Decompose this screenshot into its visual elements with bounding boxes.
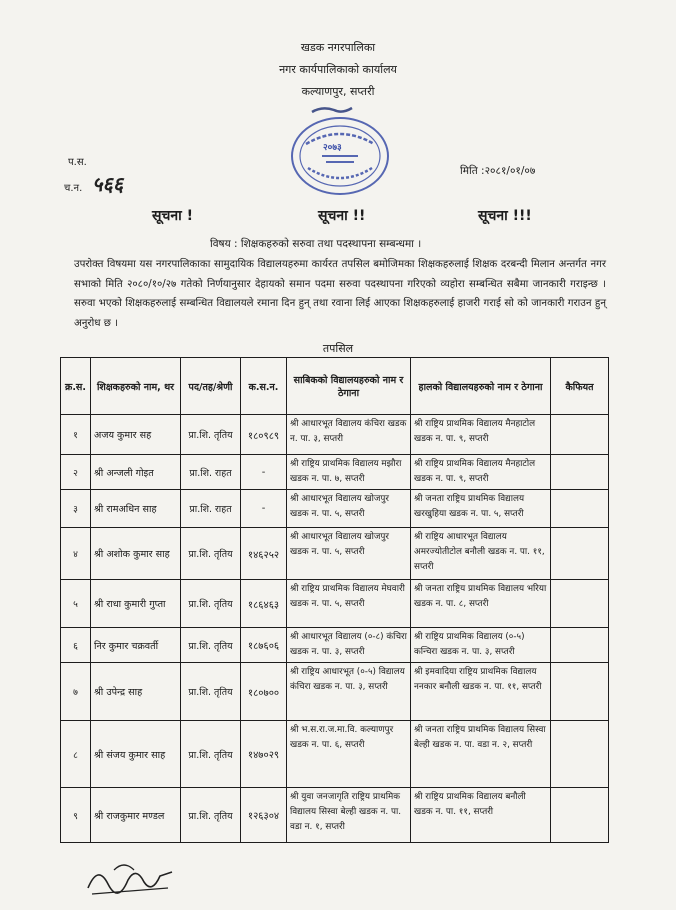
row-post: प्रा.शि. तृतिय — [181, 663, 241, 721]
col-current-school: हालको विद्यालयहरुको नाम र ठेगाना — [411, 358, 551, 415]
row-current-school: श्री राष्ट्रिय प्राथमिक विद्यालय मैनहाटोल खडक न. पा. ९, सप्तरी — [411, 415, 551, 455]
row-code: १८०९८९ — [241, 415, 287, 455]
table-row — [61, 721, 609, 788]
row-current-school: श्री राष्ट्रिय प्राथमिक विद्यालय (०-५) कन्चिरा खडक न. पा. ३, सप्तरी — [411, 628, 551, 663]
table-header-row — [61, 358, 609, 415]
row-remarks — [551, 490, 609, 528]
dispatch-number: ५६६ — [92, 172, 124, 196]
row-current-school: श्री राष्ट्रिय प्राथमिक विद्यालय बनौली खडक न. पा. ११, सप्तरी — [411, 788, 551, 843]
row-serial: ८ — [61, 721, 91, 788]
notice-heading-3: सूचना !!! — [478, 208, 532, 224]
table-row — [61, 528, 609, 580]
row-remarks — [551, 628, 609, 663]
table-row — [61, 580, 609, 628]
row-previous-school: श्री राष्ट्रिय प्राथमिक विद्यालय मझौरा खडक न. पा. ७, सप्तरी — [287, 455, 411, 490]
subject-line: विषय : शिक्षकहरुको सरुवा तथा पदस्थापना सम्बन्धमा । — [210, 238, 422, 250]
table-title: तपसिल — [322, 342, 354, 355]
row-code: - — [241, 490, 287, 528]
row-serial: १ — [61, 415, 91, 455]
row-serial: ३ — [61, 490, 91, 528]
row-code: १२६३०४ — [241, 788, 287, 843]
row-current-school: श्री इमवादिया राष्ट्रिय प्राथमिक विद्यालय ननकार बनौली खडक न. पा. ११, सप्तरी — [411, 663, 551, 721]
row-post: प्रा.शि. तृतिय — [181, 721, 241, 788]
office-subtitle: नगर कार्यपालिकाको कार्यालय — [279, 63, 397, 76]
table-row — [61, 415, 609, 455]
table-row — [61, 628, 609, 663]
row-teacher-name: श्री संजय कुमार साह — [91, 721, 181, 788]
row-serial: ६ — [61, 628, 91, 663]
row-remarks — [551, 455, 609, 490]
row-post: प्रा.शि. तृतिय — [181, 788, 241, 843]
row-previous-school: श्री भ.स.रा.ज.मा.वि. कल्याणपुर खडक न. पा. ६, सप्तरी — [287, 721, 411, 788]
col-post: पद/तह/श्रेणी — [181, 358, 241, 415]
col-code: क.स.न. — [241, 358, 287, 415]
row-previous-school: श्री आधारभूत विद्यालय कंचिरा खडक न. पा. ३, सप्तरी — [287, 415, 411, 455]
row-serial: २ — [61, 455, 91, 490]
row-current-school: श्री जनता राष्ट्रिय प्राथमिक विद्यालय खरखुहिया खडक न. पा. ५, सप्तरी — [411, 490, 551, 528]
notice-heading-1: सूचना ! — [152, 208, 194, 224]
row-previous-school: श्री राष्ट्रिय प्राथमिक विद्यालय मेघवारी खडक न. पा. ५, सप्तरी — [287, 580, 411, 628]
table-row — [61, 663, 609, 721]
row-current-school: श्री जनता राष्ट्रिय प्राथमिक विद्यालय भरिया खडक न. पा. ८, सप्तरी — [411, 580, 551, 628]
row-remarks — [551, 788, 609, 843]
reference-label: प.स. — [68, 157, 87, 168]
table-row — [61, 788, 609, 843]
row-post: प्रा.शि. राहत — [181, 490, 241, 528]
row-post: प्रा.शि. तृतिय — [181, 528, 241, 580]
transfer-table — [60, 357, 609, 843]
row-serial: ४ — [61, 528, 91, 580]
row-serial: ७ — [61, 663, 91, 721]
row-code: १८०७०० — [241, 663, 287, 721]
row-code: - — [241, 455, 287, 490]
office-address: कल्याणपुर, सप्तरी — [301, 85, 375, 98]
row-post: प्रा.शि. राहत — [181, 455, 241, 490]
row-teacher-name: श्री उपेन्द्र साह — [91, 663, 181, 721]
table-row — [61, 455, 609, 490]
notice-body: उपरोक्त विषयमा यस नगरपालिकाका सामुदायिक विद्यालयहरुमा कार्यरत तपसिल बमोजिमका शिक्षकहरुलाई शिक्षक दरबन्दी मिलान अन्तर्गत नगर सभाको मिति २०८०/१०/२७ गतेको निर्णयानुसार देहायको समान पदमा सरुवा पदस्थापना गरिएको व्यहोरा सम्बन्धित सबैमा जानकारी गराइन्छ । सरुवा भएको शिक्षकहरुलाई सम्बन्धित विद्यालयले रमाना दिन हुन् तथा रवाना लिई आएका शिक्षकहरुलाई हाजरी गराई सो को जानकारी गराउन हुन् अनुरोध छ । — [74, 259, 606, 329]
issue-date: मिति :२०८१/०१/०७ — [460, 165, 536, 177]
row-post: प्रा.शि. तृतिय — [181, 580, 241, 628]
col-remarks: कैफियत — [551, 358, 609, 415]
row-code: १८६४६३ — [241, 580, 287, 628]
row-teacher-name: श्री राधा कुमारी गुप्ता — [91, 580, 181, 628]
row-previous-school: श्री राष्ट्रिय आधारभूत (०-५) विद्यालय कंचिरा खडक न. पा. ३, सप्तरी — [287, 663, 411, 721]
row-code: १८७६०६ — [241, 628, 287, 663]
office-name: खडक नगरपालिका — [300, 41, 376, 54]
dispatch-label: च.न. — [64, 183, 83, 194]
col-previous-school: साबिकको विद्यालयहरुको नाम र ठेगाना — [287, 358, 411, 415]
row-remarks — [551, 528, 609, 580]
notice-heading-2: सूचना !! — [318, 208, 366, 224]
row-teacher-name: श्री अशोक कुमार साह — [91, 528, 181, 580]
row-remarks — [551, 415, 609, 455]
row-teacher-name: श्री रामअधिन साह — [91, 490, 181, 528]
row-post: प्रा.शि. तृतिय — [181, 628, 241, 663]
row-previous-school: श्री आधारभूत विद्यालय खोजपुर खडक न. पा. ५, सप्तरी — [287, 528, 411, 580]
row-serial: ९ — [61, 788, 91, 843]
signature — [84, 858, 176, 902]
row-code: १४६२५२ — [241, 528, 287, 580]
row-teacher-name: श्री अन्जली गोइत — [91, 455, 181, 490]
row-teacher-name: निर कुमार चक्रवर्ती — [91, 628, 181, 663]
row-remarks — [551, 721, 609, 788]
row-remarks — [551, 580, 609, 628]
row-teacher-name: अजय कुमार सह — [91, 415, 181, 455]
row-previous-school: श्री युवा जनजागृति राष्ट्रिय प्राथमिक विद्यालय सिस्वा बेल्ही खडक न. पा. वडा न. १, सप्तरी — [287, 788, 411, 843]
row-current-school: श्री राष्ट्रिय आधारभूत विद्यालय अमरज्योतीटोल बनौली खडक न. पा. ११, सप्तरी — [411, 528, 551, 580]
row-current-school: श्री राष्ट्रिय प्राथमिक विद्यालय मैनहाटोल खडक न. पा. ९, सप्तरी — [411, 455, 551, 490]
stamp-year: २०७३ — [323, 143, 342, 153]
col-sn: क्र.स. — [61, 358, 91, 415]
row-remarks — [551, 663, 609, 721]
row-previous-school: श्री आधारभूत विद्यालय (०-८) कंचिरा खडक न. पा. ३, सप्तरी — [287, 628, 411, 663]
row-post: प्रा.शि. तृतिय — [181, 415, 241, 455]
row-current-school: श्री जनता राष्ट्रिय प्राथमिक विद्यालय सिस्वा बेल्ही खडक न. पा. वडा न. २, सप्तरी — [411, 721, 551, 788]
row-teacher-name: श्री राजकुमार मण्डल — [91, 788, 181, 843]
row-serial: ५ — [61, 580, 91, 628]
row-previous-school: श्री आधारभूत विद्यालय खोजपुर खडक न. पा. ५, सप्तरी — [287, 490, 411, 528]
table-row — [61, 490, 609, 528]
col-teacher-name: शिक्षकहरुको नाम, थर — [91, 358, 181, 415]
row-code: १४७०२९ — [241, 721, 287, 788]
